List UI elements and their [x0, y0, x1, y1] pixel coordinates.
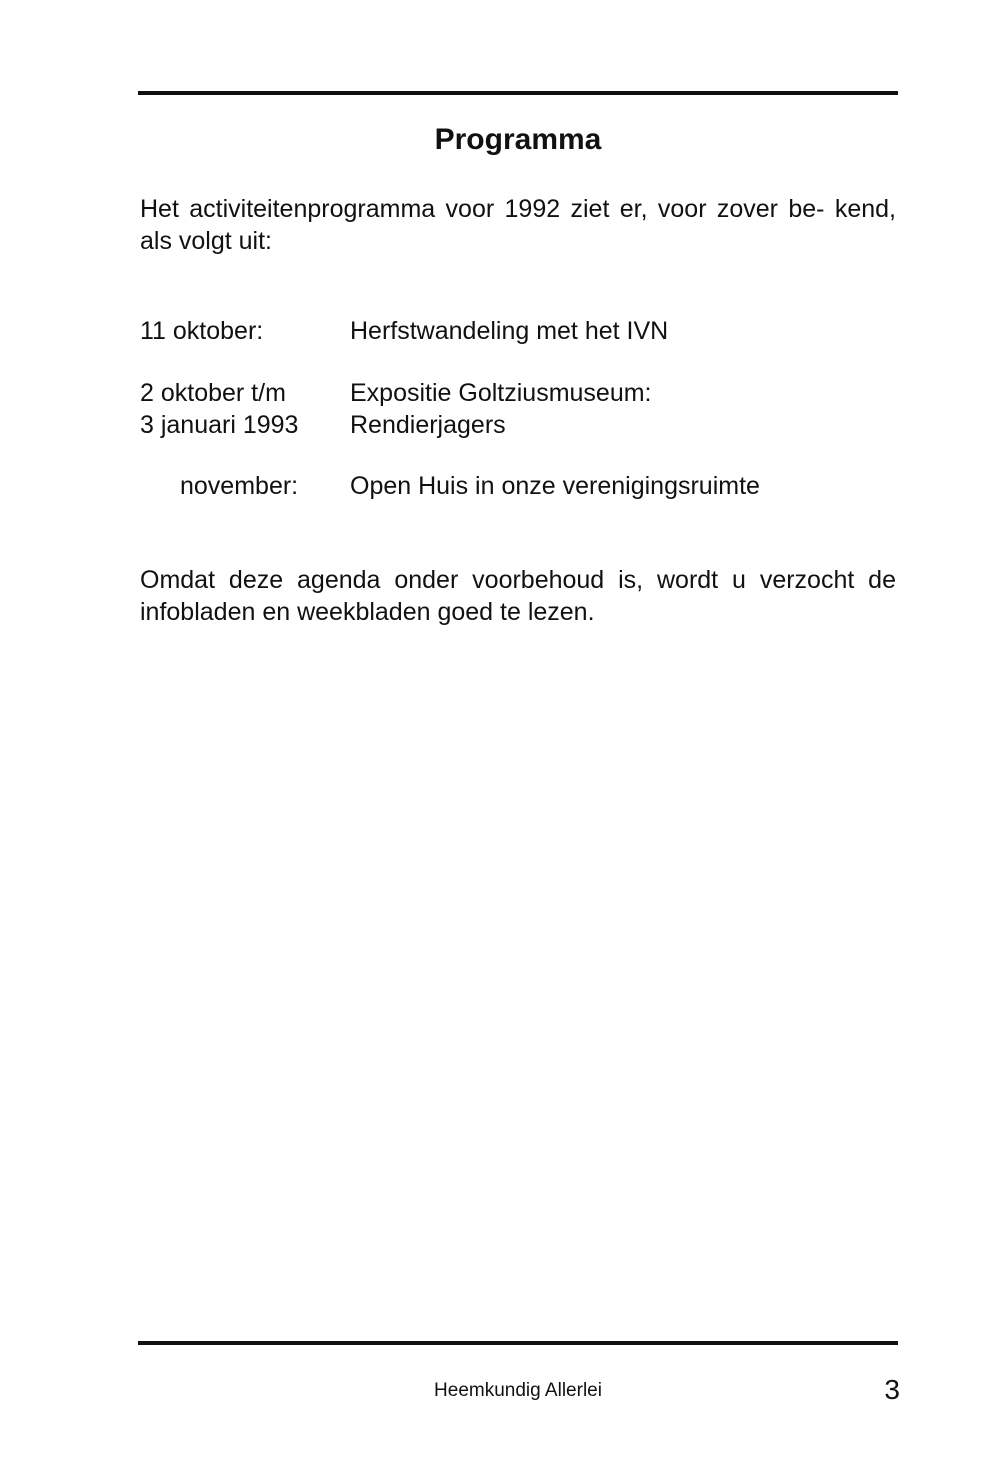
program-description-line: Open Huis in onze verenigingsruimte — [350, 472, 760, 500]
closing-paragraph: Omdat deze agenda onder voorbehoud is, wordt u verzocht de infobladen en weekbladen goed te lezen. — [140, 566, 896, 626]
program-description-line: Expositie Goltziusmuseum: — [350, 379, 652, 407]
program-date-line: 3 januari 1993 — [140, 411, 299, 439]
program-description-line: Herfstwandeling met het IVN — [350, 317, 669, 345]
program-date-line: 2 oktober t/m — [140, 379, 286, 407]
top-rule — [138, 91, 898, 95]
footer-publication-title: Heemkundig Allerlei — [434, 1380, 602, 1401]
page-title: Programma — [434, 123, 602, 156]
page-number: 3 — [884, 1374, 900, 1405]
program-description — [350, 470, 896, 502]
program-date-line: november: — [180, 472, 299, 500]
bottom-rule — [138, 1341, 898, 1345]
program-date — [140, 315, 340, 347]
program-description-line: Rendierjagers — [350, 411, 506, 439]
intro-paragraph: Het activiteitenprogramma voor 1992 ziet er, voor zover be- kend, als volgt uit: — [140, 195, 896, 255]
program-description — [350, 377, 896, 441]
program-date-line: 11 oktober: — [140, 317, 264, 345]
program-description — [350, 315, 896, 347]
program-date — [140, 377, 340, 441]
